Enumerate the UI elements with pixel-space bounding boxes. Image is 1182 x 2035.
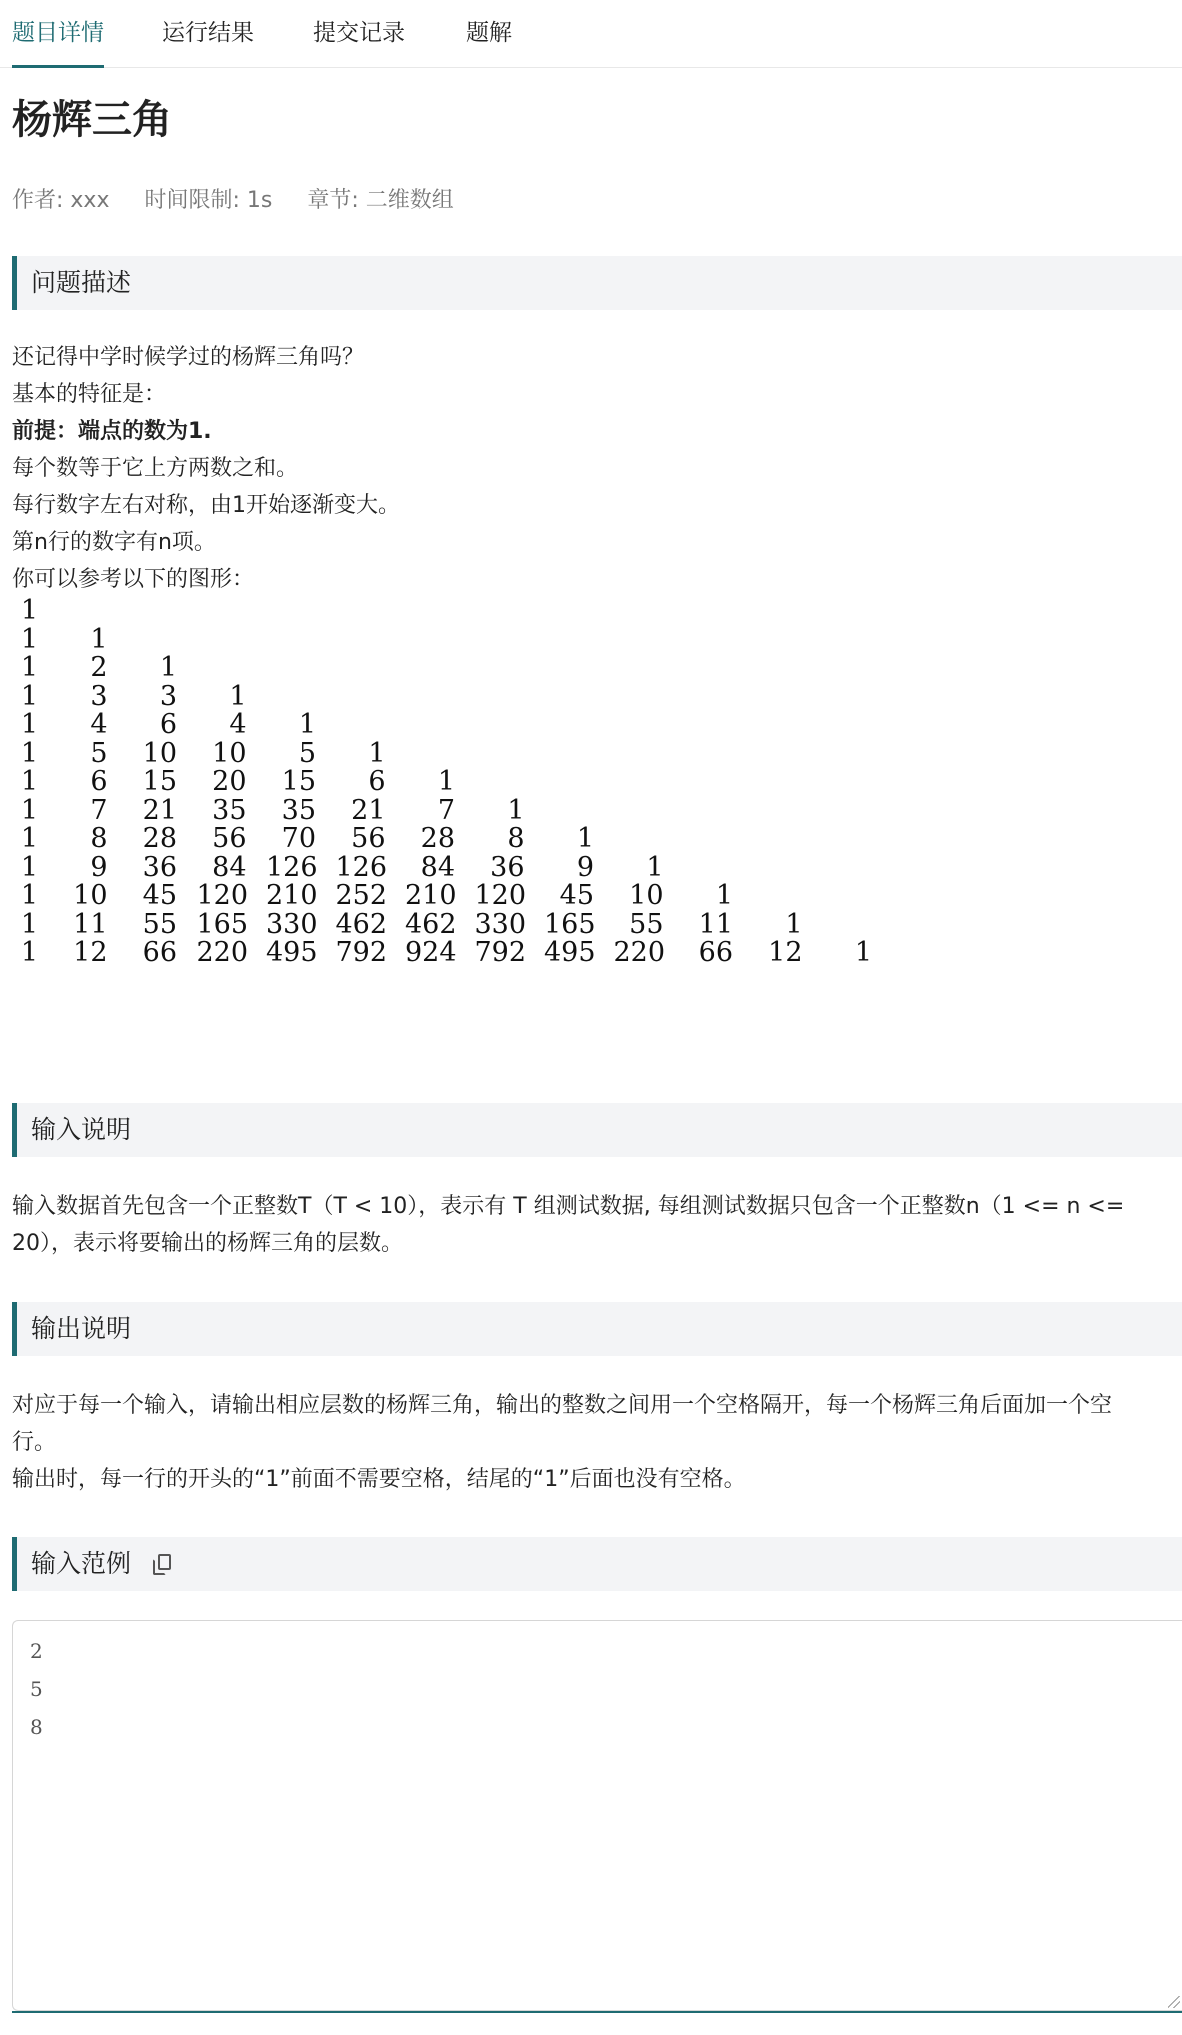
triangle-number: 10 [212,737,247,769]
triangle-number: 66 [142,937,177,968]
problem-meta [12,186,482,216]
triangle-number: 462 [405,908,457,940]
section-heading-sample-input [12,1537,1182,1591]
triangle-number: 1 [20,680,38,712]
triangle-number: 6 [90,766,108,797]
triangle-number: 1 [368,737,386,769]
triangle-number: 1 [785,908,803,940]
triangle-number: 1 [20,794,38,826]
triangle-number: 1 [20,652,38,683]
triangle-number: 7 [437,794,455,826]
triangle-number: 1 [854,937,872,968]
text-line: 输入数据首先包含一个正整数T（T < 10），表示有 T 组测试数据, 每组测试数据只包含一个正整数n（1 <= n <= [12,1194,1125,1219]
text-line: 20），表示将要输出的杨辉三角的层数。 [12,1231,403,1256]
text-line: 还记得中学时候学过的杨辉三角吗？ [12,345,365,370]
triangle-number: 3 [159,680,177,712]
section-heading-input: 输入说明 [12,1103,1182,1157]
text-line: 前提：端点的数为1. [12,419,212,444]
triangle-number: 84 [212,851,247,883]
resize-grip-icon[interactable] [1168,1996,1180,2008]
sample-box-focus-line [12,2011,1182,2013]
triangle-number: 1 [20,823,38,854]
triangle-number: 7 [90,794,108,826]
tab-run-results[interactable]: 运行结果 [162,20,254,46]
triangle-number: 792 [474,937,527,968]
triangle-number: 45 [142,880,177,911]
triangle-number: 210 [405,880,457,911]
sample-input-line: 2 [30,1639,43,1663]
triangle-number: 20 [212,766,247,797]
triangle-number: 220 [196,937,249,968]
input-description [12,1188,1172,1262]
triangle-number: 15 [281,766,316,797]
triangle-number: 165 [196,908,249,940]
triangle-number: 9 [90,851,108,883]
triangle-number: 36 [490,851,525,883]
triangle-number: 4 [90,709,108,740]
text-line: 每个数等于它上方两数之和。 [12,456,299,481]
author-label: 作者: xxx [12,188,110,213]
text-line: 输出时，每一行的开头的“1”前面不需要空格，结尾的“1”后面也没有空格。 [12,1467,746,1492]
triangle-number: 10 [142,737,177,769]
triangle-number: 1 [159,652,177,683]
triangle-number: 35 [281,794,316,826]
triangle-number: 462 [335,908,388,940]
triangle-number: 495 [544,937,596,968]
triangle-number: 1 [715,880,733,911]
triangle-number: 1 [20,709,38,740]
triangle-number: 1 [576,823,594,854]
triangle-number: 495 [266,937,318,968]
triangle-number: 1 [20,766,38,797]
triangle-number: 9 [576,851,594,883]
triangle-number: 210 [266,880,318,911]
triangle-number: 36 [142,851,177,883]
triangle-number: 10 [629,880,664,911]
problem-title: 杨辉三角 [12,97,172,143]
triangle-number: 126 [335,851,388,883]
triangle-number: 70 [281,823,316,854]
triangle-number: 28 [420,823,455,854]
triangle-number: 1 [20,737,38,769]
triangle-number: 120 [196,880,249,911]
text-line: 行。 [12,1430,57,1455]
triangle-number: 1 [20,880,38,911]
triangle-number: 126 [266,851,318,883]
copy-icon[interactable] [153,1554,171,1575]
text-line: 第n行的数字有n项。 [12,530,216,555]
tab-bar [0,0,1182,68]
triangle-number: 11 [698,908,733,940]
sample-input-line: 8 [30,1715,43,1739]
triangle-number: 330 [474,908,527,940]
triangle-number: 165 [544,908,596,940]
triangle-number: 1 [507,794,525,826]
triangle-number: 1 [90,623,108,655]
triangle-number: 1 [20,623,38,655]
triangle-number: 220 [613,937,666,968]
triangle-number: 3 [90,680,108,712]
triangle-number: 12 [768,937,803,968]
triangle-number: 8 [90,823,108,854]
triangle-number: 1 [646,851,664,883]
triangle-number: 252 [335,880,388,911]
triangle-number: 6 [368,766,386,797]
text-line: 对应于每一个输入，请输出相应层数的杨辉三角，输出的整数之间用一个空格隔开，每一个杨辉三角后面加一个空 [12,1393,1113,1418]
triangle-number: 1 [229,680,247,712]
triangle-number: 792 [335,937,388,968]
triangle-number: 1 [20,937,38,968]
triangle-number: 5 [298,737,316,769]
section-heading-description: 问题描述 [12,256,1182,310]
section-heading-output: 输出说明 [12,1302,1182,1356]
triangle-number: 12 [73,937,108,968]
description-text [12,339,1172,598]
triangle-number: 56 [351,823,386,854]
tab-problem-details[interactable]: 题目详情 [12,0,104,67]
sample-input-box[interactable] [12,1620,1182,2011]
time-limit-label: 时间限制: 1s [144,188,273,213]
triangle-number: 120 [474,880,527,911]
triangle-number: 10 [73,880,108,911]
triangle-number: 21 [351,794,386,826]
triangle-number: 1 [298,709,316,740]
triangle-number: 8 [507,823,525,854]
triangle-number: 84 [420,851,455,883]
text-line: 基本的特征是： [12,382,167,407]
sample-input-line: 5 [30,1677,43,1701]
triangle-number: 1 [20,595,38,626]
triangle-number: 1 [20,908,38,940]
triangle-number: 4 [229,709,247,740]
triangle-number: 2 [90,652,108,683]
triangle-number: 35 [212,794,247,826]
triangle-number: 6 [159,709,177,740]
triangle-number: 55 [142,908,177,940]
triangle-number: 924 [405,937,457,968]
triangle-number: 21 [142,794,177,826]
tab-submissions[interactable]: 提交记录 [313,20,405,46]
triangle-number: 11 [73,908,108,940]
triangle-number: 45 [559,880,594,911]
triangle-number: 55 [629,908,664,940]
triangle-number: 1 [20,851,38,883]
sample-input-heading-label: 输入范例 [31,1549,132,1578]
text-line: 每行数字左右对称，由1开始逐渐变大。 [12,493,400,518]
triangle-number: 28 [142,823,177,854]
triangle-number: 56 [212,823,247,854]
triangle-number: 66 [698,937,733,968]
text-line: 你可以参考以下的图形： [12,567,255,592]
tab-solutions[interactable]: 题解 [466,20,512,46]
triangle-number: 5 [90,737,108,769]
triangle-number: 1 [437,766,455,797]
chapter-label: 章节: 二维数组 [307,188,454,213]
output-description [12,1387,1172,1498]
triangle-number: 330 [266,908,318,940]
triangle-number: 15 [142,766,177,797]
